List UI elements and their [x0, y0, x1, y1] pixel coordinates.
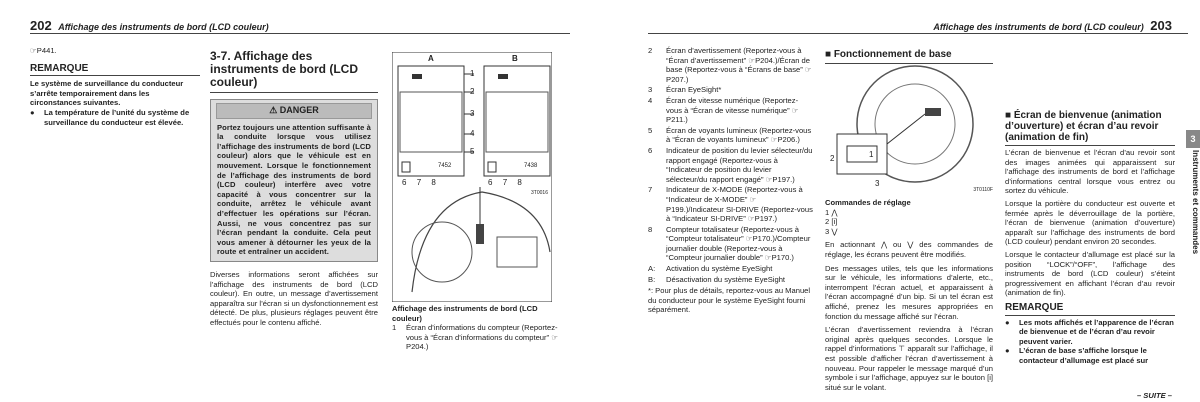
right-page — [600, 0, 1200, 402]
bullet-dot: ● — [30, 107, 35, 117]
steering-svg — [825, 64, 993, 194]
section-rule — [210, 92, 378, 93]
func-p1: En actionnant ⋀ ou ⋁ des commandes de réglage, les écrans peuvent être modifiés. — [825, 240, 993, 259]
right-remark-b1-text: Les mots affichés et l’apparence de l’écran de bienvenue et de l’écran d’au revoir peuvent varier. — [1019, 317, 1174, 346]
right-col-3 — [1005, 48, 1175, 365]
list-item — [648, 185, 814, 223]
bottom-nums-a — [402, 178, 436, 187]
list-item-text: Écran d’avertissement (Reportez-vous à “Écran d’avertissement” ☞P204.)/Écran de base (Reportez-vous à “Écrans de base” ☞P207.) — [666, 46, 812, 84]
num-1: 1 — [470, 69, 475, 78]
list-item-num: 3 — [648, 85, 653, 95]
chapter-tab: 3 — [1186, 130, 1200, 148]
caption-item — [392, 323, 558, 352]
highlight-button — [925, 108, 941, 116]
odo-b: 7438 — [524, 163, 538, 169]
list-item-text: Désactivation du système EyeSight — [666, 274, 786, 284]
remark-bullet-text: La température de l’unité du système de surveillance du conducteur est élevée. — [44, 107, 190, 127]
screen-a-middle — [400, 92, 462, 152]
welcome-p2: Lorsque la portière du conducteur est ouverte et fermée après le déverrouillage de la portière, l’écran de bienvenue (animation d’ouverture) apparaît sur l’affichage des instruments de bord (LCD couleur) pendant environ 20 secondes. — [1005, 198, 1175, 247]
list-item — [648, 46, 814, 84]
num-7b: 7 — [502, 178, 508, 187]
controls-title: Commandes de réglage — [825, 198, 911, 207]
steer-num-3: 3 — [875, 179, 880, 188]
left-header — [30, 18, 269, 33]
right-remark-rule — [1005, 315, 1175, 316]
danger-text: Portez toujours une attention suffisante à la conduite lorsque vous utilisez l’affichage des instruments de bord (LCD couleur) alors que le véhicule est en mouvement. Lorsque le fonctionnement de l’affichage des instruments de bord (LCD couleur) interfère avec votre capacité à vous concentrer sur la conduite, arrêtez le véhicule avant d’effectuer les opérations sur l’écran. Aussi, ne vous concentrez pas sur l’écran pendant la conduite. Cela peut vous amener à détourner les yeux de la route et entraîner un accident. — [217, 122, 371, 257]
left-header-rule — [30, 33, 570, 34]
steer-num-2: 2 — [830, 154, 835, 163]
center-console — [497, 237, 537, 267]
num-2: 2 — [470, 87, 475, 96]
control-2-num: 2 — [825, 217, 830, 227]
right-remark-b1 — [1005, 318, 1175, 347]
odo-a: 7452 — [438, 163, 452, 169]
right-header-rule — [648, 33, 1188, 34]
list-item-num: A: — [648, 264, 656, 274]
screen-b-top-mark — [498, 74, 508, 79]
welcome-p1: L’écran de bienvenue et l’écran d’au revoir sont des images animées qui apparaissent sur l’affichage des instruments de bord et l’affichage d’informations central lorsque vous entrez ou sortez du véhicule. — [1005, 148, 1175, 196]
right-header — [933, 18, 1172, 33]
list-item-num: 2 — [648, 46, 653, 55]
num-3: 3 — [470, 109, 475, 118]
diagram-caption — [392, 304, 558, 352]
caption-item-num: 1 — [392, 323, 397, 333]
footnote: *: Pour plus de détails, reportez-vous au Manuel du conducteur pour le système EyeSight fourni séparément. — [648, 286, 811, 315]
right-remark-title: REMARQUE — [1005, 301, 1064, 313]
steer-num-1: 1 — [869, 150, 874, 159]
screen-a-gear-box — [402, 162, 410, 172]
bullet-dot-2: ● — [1005, 346, 1010, 356]
num-4: 4 — [470, 129, 475, 138]
right-page-number: 203 — [1150, 18, 1172, 33]
num-7a: 7 — [416, 178, 422, 187]
list-item — [648, 96, 814, 125]
control-3: 3 ⋁ — [825, 226, 838, 236]
instrument-diagram — [392, 52, 552, 302]
bottom-nums-b — [488, 178, 522, 187]
inset-leader — [887, 114, 925, 144]
steering-code: 3T0110F — [973, 187, 993, 193]
list-item-num: 8 — [648, 224, 653, 234]
list-item — [648, 126, 814, 145]
screen-a — [398, 66, 464, 176]
list-item — [648, 225, 814, 263]
list-item-text: Indicateur de X-MODE (Reportez-vous à “Indicateur de X-MODE” ☞P199.)/Indicateur SI-DRIVE (Reportez-vous à “Indicateur SI-DRIVE” ☞P197.) — [666, 185, 813, 224]
list-item-num: 4 — [648, 95, 653, 105]
remark-bullet — [30, 108, 200, 127]
left-col-2 — [210, 50, 378, 327]
welcome-p3: Lorsque le contacteur d’allumage est placé sur la position “LOCK”/“OFF”, l’affichage des instruments de bord (LCD couleur) s’éteint progressivement en affichant l’écran d’au revoir (animation de fin). — [1005, 249, 1175, 298]
right-col-1 — [648, 46, 814, 315]
control-1: 1 ⋀ — [825, 207, 838, 217]
item-list — [648, 46, 814, 284]
left-header-title: Affichage des instruments de bord (LCD couleur) — [58, 22, 269, 32]
func-title-text: Fonctionnement de base — [833, 49, 952, 60]
control-3-num: 3 — [825, 226, 830, 236]
section-title: 3-7. Affichage des instruments de bord (LCD couleur) — [210, 49, 359, 89]
bullet-dot-1: ● — [1005, 317, 1010, 327]
label-a: A — [428, 54, 434, 63]
num-6b: 6 — [488, 178, 493, 187]
list-item-num: 7 — [648, 185, 653, 195]
screen-b — [484, 66, 550, 176]
left-col-1 — [30, 46, 200, 127]
steering-diagram — [825, 64, 993, 194]
num-8b: 8 — [517, 178, 522, 187]
left-page-number: 202 — [30, 18, 52, 33]
display-highlight — [476, 224, 484, 244]
list-item-text: Indicateur de position du levier sélecteur/du rapport engagé (Reportez-vous à “Indicateur de position du levier sélecteur/du rapport engagé” ☞P197.) — [666, 145, 813, 184]
num-5: 5 — [470, 147, 475, 156]
left-body-text: Diverses informations seront affichées sur l’affichage des instruments de bord (LCD couleur). En outre, un message d’avertissement apparaîtra sur l’écran si un dysfonctionnement est détecté. De plus, plusieurs réglages peuvent être effectués pour le contenu affiché. — [210, 269, 378, 327]
right-col-2 — [825, 48, 993, 392]
caption-title: Affichage des instruments de bord (LCD couleur) — [392, 304, 538, 323]
controls-inset — [837, 134, 887, 174]
list-item — [648, 275, 814, 285]
remark-rule — [30, 75, 200, 76]
welcome-title-text: Écran de bienvenue (animation d’ouverture) et écran d’au revoir (animation de fin) — [1005, 110, 1162, 143]
screen-b-gear-box — [488, 162, 496, 172]
list-item-text: Écran de vitesse numérique (Reportez-vous à “Écran de vitesse numérique” ☞P211.) — [666, 95, 799, 125]
danger-title: ⚠ DANGER — [216, 103, 372, 119]
right-header-title: Affichage des instruments de bord (LCD couleur) — [933, 22, 1144, 32]
list-item-num: 6 — [648, 145, 653, 155]
danger-box — [210, 99, 378, 262]
list-item — [648, 146, 814, 184]
diagram-code: 3T0016 — [531, 190, 548, 196]
welcome-title: ■ Écran de bienvenue (animation d’ouverture) et écran d’au revoir (animation de fin) — [1005, 110, 1162, 143]
func-p2: Des messages utiles, tels que les informations sur le véhicule, les informations d’alerte, etc., interrompent l’écran actuel, et apparaissent à l’écran accompagné d’un bip. Si un tel écran est affiché, prenez les mesures appropriées en fonction du message affiché sur l’écran. — [825, 263, 993, 321]
caption-item-text: Écran d’informations du compteur (Reportez-vous à “Écran d’informations du compteur” ☞P204.) — [406, 323, 558, 352]
list-item-text: Activation du système EyeSight — [666, 264, 773, 274]
list-item-num: 5 — [648, 125, 653, 135]
list-item — [648, 264, 814, 274]
remark-text: Le système de surveillance du conducteur s’arrête temporairement dans les circonstances suivantes. — [30, 79, 184, 108]
label-b: B — [512, 54, 518, 63]
screen-a-top-mark — [412, 74, 422, 79]
func-p3: L’écran d’avertissement reviendra à l’écran original après quelques secondes. Lorsque le rappel d’informations ⊤ apparaît sur l’affichage, il est possible d’afficher l’écran d’avertissement à nouveau. Pour rappeler le message marqué d’un symbole i sur l’affichage, appuyez sur le bouton [i] situé sur le volant. — [825, 325, 993, 392]
steering-wheel — [412, 222, 472, 282]
num-6a: 6 — [402, 178, 407, 187]
func-title: ■ Fonctionnement de base — [825, 49, 952, 60]
list-item-text: Compteur totalisateur (Reportez-vous à “Compteur totalisateur” ☞P170.)/Compteur journalier double (Reportez-vous à “Compteur journalier double” ☞P170.) — [666, 224, 811, 263]
num-8a: 8 — [431, 178, 436, 187]
chapter-label: Instruments et commandes — [1191, 150, 1200, 255]
list-item-text: Écran EyeSight* — [666, 85, 722, 95]
control-2: 2 [i] — [825, 217, 838, 227]
control-1-num: 1 — [825, 207, 830, 217]
right-remark-b2 — [1005, 346, 1175, 365]
screen-b-middle — [486, 92, 548, 152]
list-item — [648, 85, 814, 95]
remark-title: REMARQUE — [30, 62, 89, 74]
suite-label: – SUITE – — [1136, 391, 1172, 400]
list-item-num: B: — [648, 274, 656, 284]
list-item-text: Écran de voyants lumineux (Reportez-vous à “Écran de voyants lumineux” ☞P206.) — [666, 125, 812, 145]
right-remark-b2-text: L’écran de base s’affiche lorsque le contacteur d’allumage est placé sur — [1019, 346, 1149, 365]
ref-text: ☞P441. — [30, 46, 57, 55]
func-p3-continuation — [1005, 48, 1175, 110]
welcome-rule — [1005, 145, 1175, 146]
danger-title-text: DANGER — [279, 105, 319, 115]
